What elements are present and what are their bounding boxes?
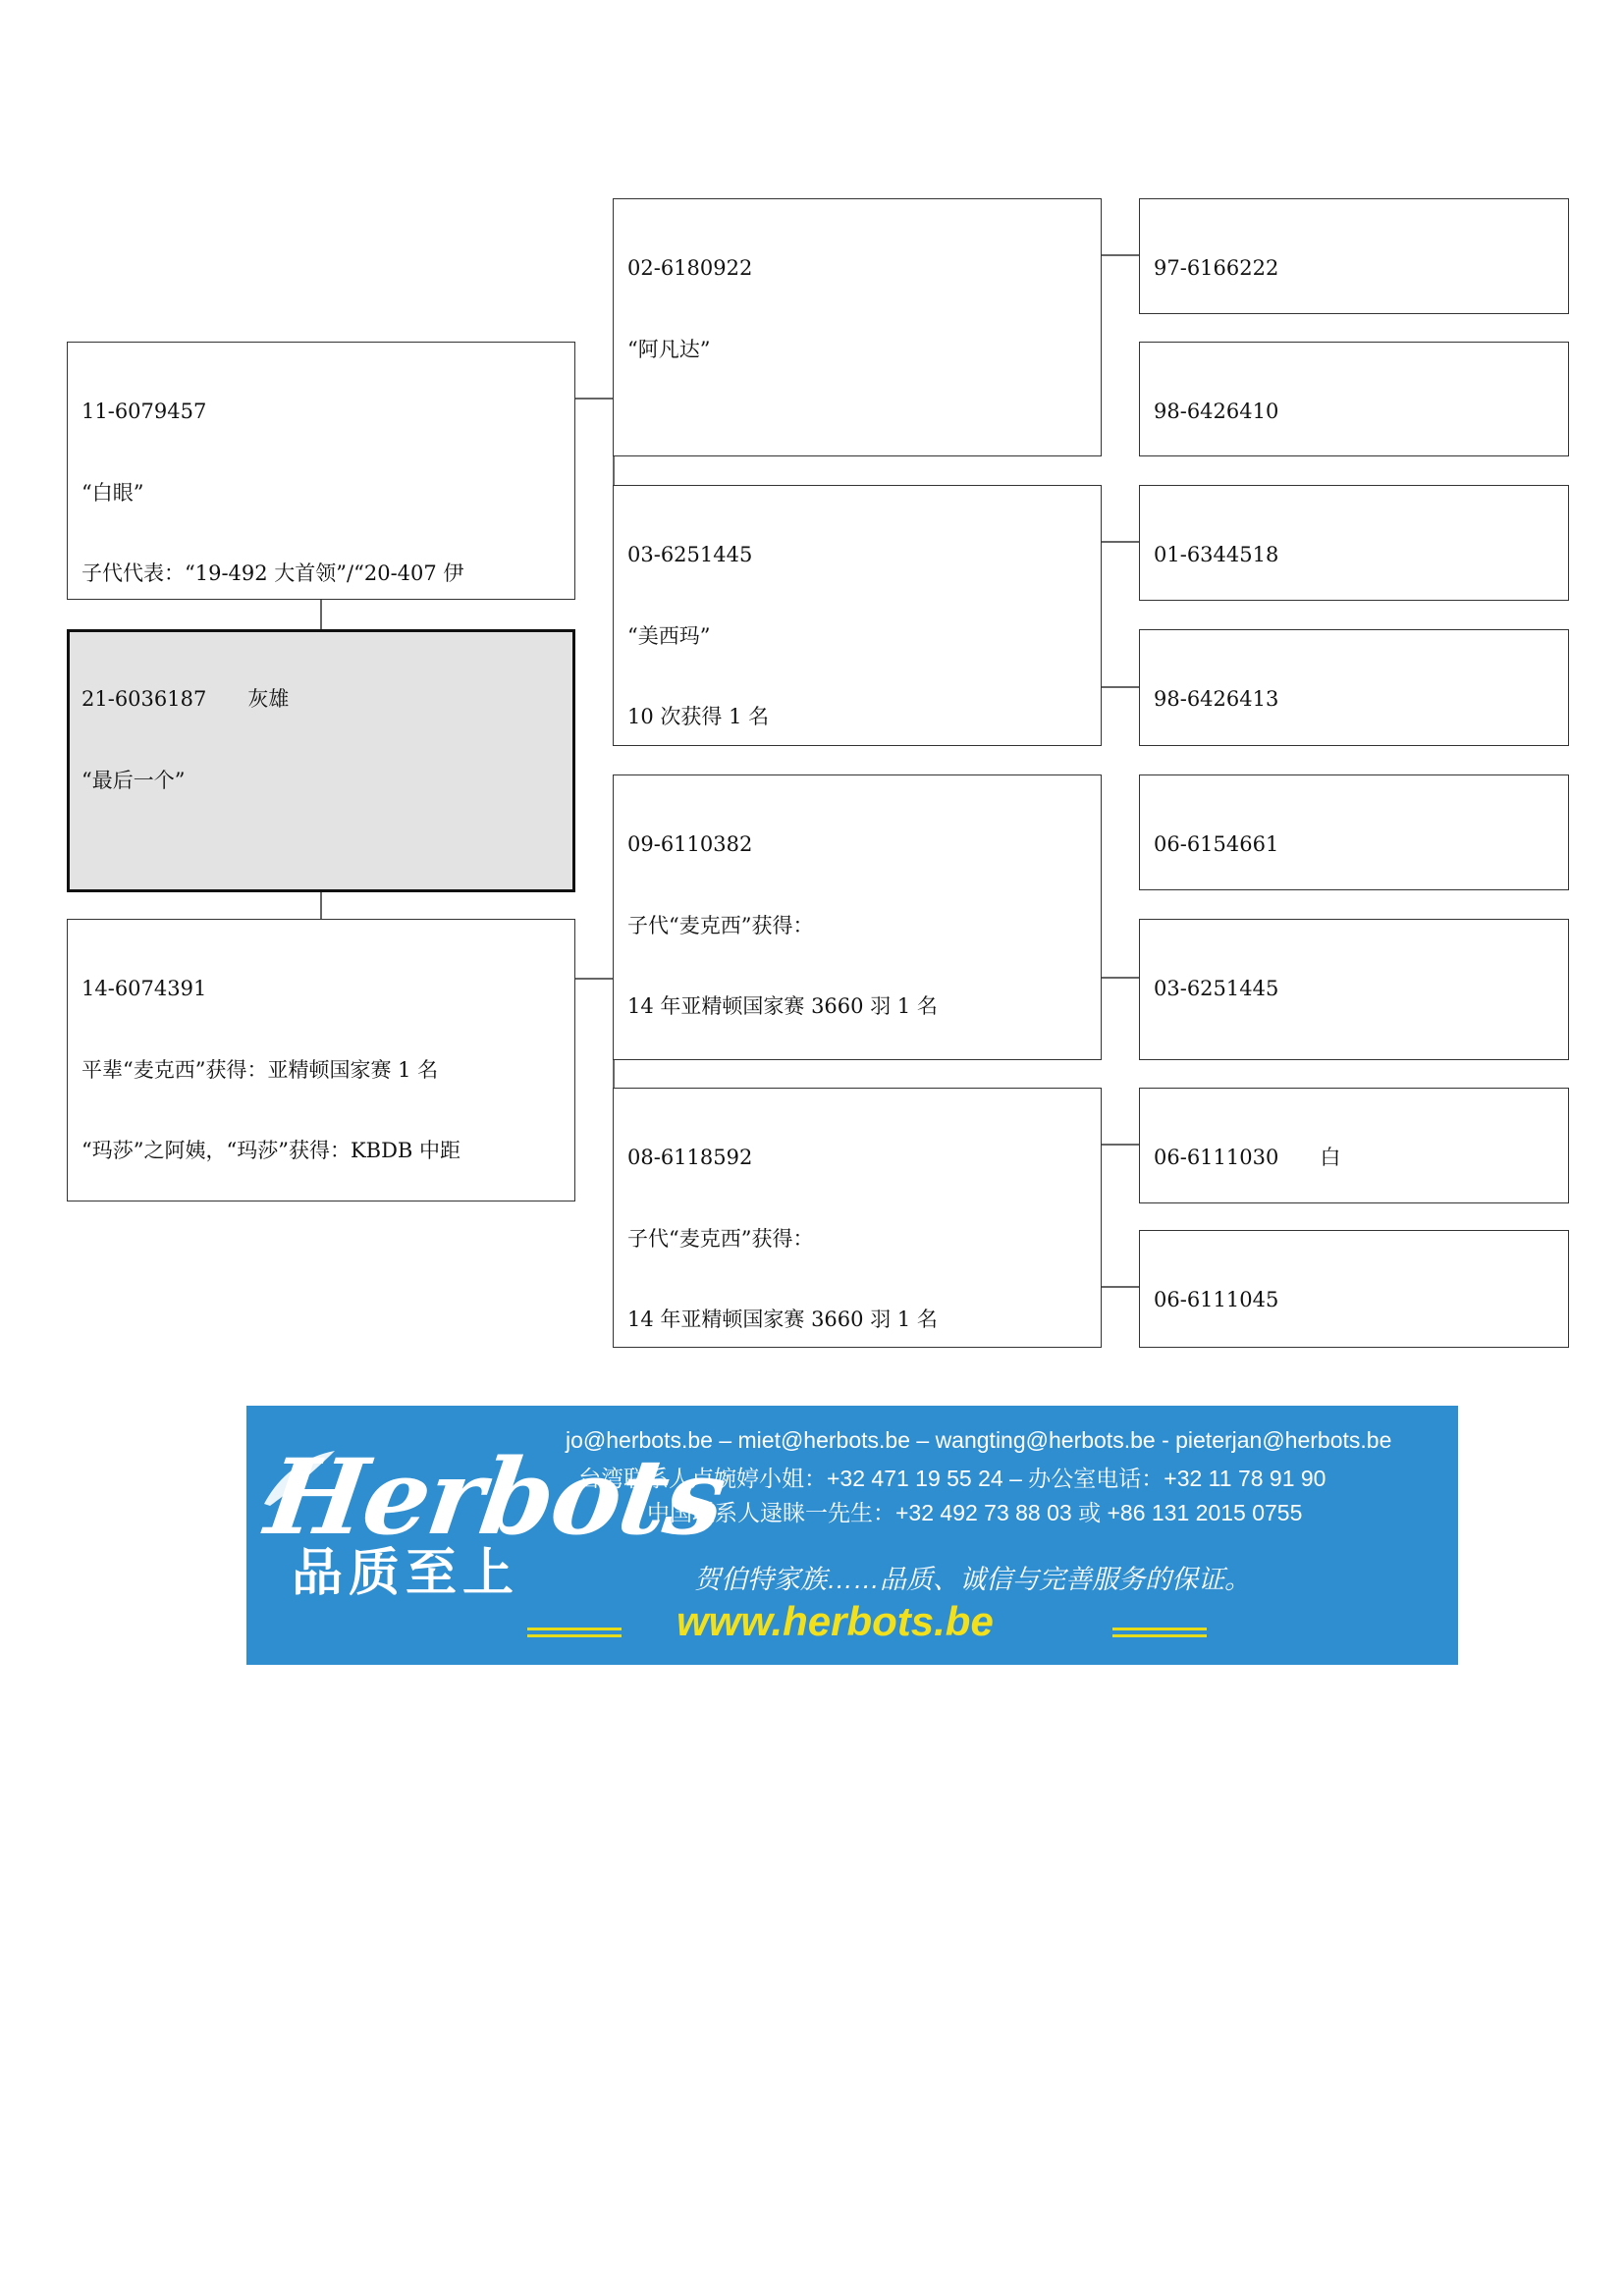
ggp-ring: 06-6111030 白 (1154, 1146, 1341, 1169)
great-grandparent-box-4 (1139, 629, 1569, 746)
ggp-ring: 98-6426410 (1154, 400, 1279, 423)
dam-dam-box (613, 1088, 1102, 1348)
right-divider (1112, 1628, 1207, 1630)
great-grandparent-box-5 (1139, 774, 1569, 890)
dam-dam-ring: 08-6118592 (627, 1146, 753, 1169)
great-grandparent-box-3 (1139, 485, 1569, 601)
ggp-name (1154, 1057, 1554, 1061)
banner-tagline: 贺伯特家族……品质、诚信与完善服务的保证。 (694, 1565, 1251, 1594)
banner-website-link[interactable]: www.herbots.be (677, 1598, 994, 1644)
great-grandparent-box-8 (1139, 1230, 1569, 1348)
ggp-ring: 06-6154661 (1154, 832, 1279, 856)
dam-sire-ring: 09-6110382 (627, 832, 753, 856)
banner-emails[interactable]: jo@herbots.be – miet@herbots.be – wangting@herbots.be - pieterjan@herbots.be (566, 1427, 1392, 1453)
dam-ring: 14-6074391 (81, 977, 207, 1000)
banner-taiwan-contact: 台湾联系人卢婉婷小姐：+32 471 19 55 24 – 办公室电话：+32 11 78 91 90 (578, 1466, 1326, 1491)
sire-dam-ring: 03-6251445 (627, 543, 753, 566)
banner-china-contact: 中国联系人逯睐一先生：+32 492 73 88 03 或 +86 131 2015 0755 (647, 1500, 1303, 1525)
sire-dam-name: “美西玛” (627, 623, 711, 648)
sire-sire-ring: 02-6180922 (627, 256, 753, 280)
great-grandparent-box-7 (1139, 1088, 1569, 1203)
sire-sire-name: “阿凡达” (627, 337, 711, 361)
sire-name: “白眼” (81, 480, 144, 505)
ggp-ring: 03-6251445 (1154, 977, 1279, 1000)
dam-dam-note: 子代“麦克西”获得： (627, 1226, 814, 1251)
dam-sire-note: 14 年亚精顿国家赛 3660 羽 1 名 (627, 994, 938, 1018)
great-grandparent-box-2 (1139, 342, 1569, 456)
sire-note: 子代代表：“19-492 大首领”/“20-407 伊 (81, 561, 464, 585)
subject-name: “最后一个” (81, 768, 186, 792)
dam-sire-note: 子代“麦克西”获得： (627, 913, 814, 937)
herbots-logo: Herbots (259, 1435, 731, 1558)
subject-ring: 21-6036187 灰雄 (81, 687, 290, 711)
dam-note: 平辈“麦克西”获得：亚精顿国家赛 1 名 (81, 1057, 439, 1082)
right-divider (1112, 1634, 1207, 1637)
left-divider (527, 1634, 622, 1637)
dam-note: “玛莎”之阿姨，“玛莎”获得：KBDB 中距 (81, 1139, 461, 1162)
banner-slogan: 品质至上 (292, 1544, 520, 1603)
dam-sire-box (613, 774, 1102, 1060)
left-divider (527, 1628, 622, 1630)
sire-dam-box (613, 485, 1102, 746)
dam-dam-note: 14 年亚精顿国家赛 3660 羽 1 名 (627, 1308, 938, 1331)
ggp-ring: 97-6166222 (1154, 256, 1279, 280)
great-grandparent-box-1 (1139, 198, 1569, 314)
herbots-banner (246, 1406, 1458, 1665)
sire-ring: 11-6079457 (81, 400, 207, 423)
sire-dam-note: 10 次获得 1 名 (627, 705, 770, 728)
sire-box (67, 342, 575, 600)
ggp-ring: 06-6111045 (1154, 1288, 1279, 1311)
ggp-ring: 01-6344518 (1154, 543, 1279, 566)
sire-sire-box (613, 198, 1102, 456)
ggp-ring: 98-6426413 (1154, 687, 1279, 711)
dam-box (67, 919, 575, 1201)
subject-box (67, 629, 575, 892)
great-grandparent-box-6 (1139, 919, 1569, 1060)
